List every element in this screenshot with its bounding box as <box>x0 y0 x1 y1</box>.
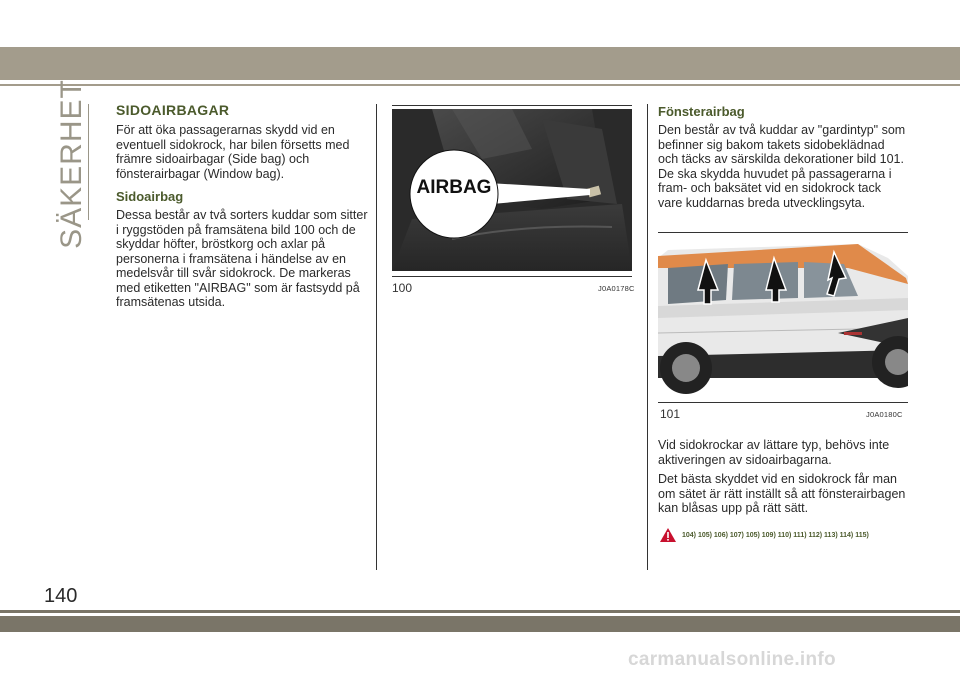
page-number: 140 <box>44 585 78 607</box>
figure-100-image <box>392 109 632 271</box>
figure-101-number: 101 <box>660 407 681 421</box>
figure-100-top-rule <box>392 105 632 106</box>
warning-references <box>660 528 869 542</box>
intro-paragraph: För att öka passagerarnas skydd vid en eventuell sidokrock, har bilen försetts med främre sidoairbagar (Side bag) och fönsterairbagar (Window bag). <box>116 123 350 181</box>
footer-rule <box>0 610 960 613</box>
side-airbag-paragraph: Dessa består av två sorters kuddar som sitter i ryggstöden på framsätena bild 100 och de skyddar höfter, bröstkorg och axlar på personerna i framsätena i händelse av en medelsvår till svår sidokrock. De markeras med etiketten "AIRBAG" som är fastsydd på framsätenas utsida. <box>116 208 368 309</box>
section-title-vertical <box>52 79 92 249</box>
column-divider-right <box>647 104 648 570</box>
figure-101-top-rule <box>658 232 908 233</box>
watermark: carmanualsonline.info <box>628 649 836 670</box>
warning-triangle-icon <box>660 528 676 542</box>
figure-101-image <box>658 238 908 396</box>
window-airbag-paragraph: Den består av två kuddar av "gardintyp" som befinner sig bakom takets sidobeklädnad och täcks av särskilda dekorationer bild 101. De ska skydda huvudet på passagerarna i fram- och baksätet vid en sidokrock tack vare kuddarnas breda utvecklingsyta. <box>658 123 906 210</box>
column-right-lower <box>658 438 908 516</box>
column-right <box>658 104 908 210</box>
figure-101-bottom-rule <box>658 402 908 403</box>
figure-100-code: J0A0178C <box>598 284 635 293</box>
best-protection-paragraph: Det bästa skyddet vid en sidokrock får man om sätet är rätt inställt så att fönsterairbagen kan blåsas upp på rätt sätt. <box>658 472 906 515</box>
figure-100-bottom-rule <box>392 276 632 277</box>
footer-band <box>0 616 960 632</box>
column-left <box>116 102 372 310</box>
figure-101-code: J0A0180C <box>866 410 903 419</box>
section-title: SÄKERHET <box>55 79 88 249</box>
figure-100-number: 100 <box>392 281 413 295</box>
header-rule <box>0 84 960 86</box>
subheading-window-airbag: Fönsterairbag <box>658 104 745 119</box>
warning-refs-text: 104) 105) 106) 107) 105) 109) 110) 111) 112) 113) 114) 115) <box>682 531 869 539</box>
section-title-rule <box>88 104 89 220</box>
header-band <box>0 47 960 80</box>
light-collision-paragraph: Vid sidokrockar av lättare typ, behövs inte aktiveringen av sidoairbagarna. <box>658 438 890 467</box>
column-divider-left <box>376 104 377 570</box>
airbag-label: AIRBAG <box>416 177 492 198</box>
car-window-airbag-illustration <box>658 238 908 396</box>
subheading-side-airbag: Sidoairbag <box>116 189 184 204</box>
heading-side-airbags: SIDOAIRBAGAR <box>116 102 230 118</box>
